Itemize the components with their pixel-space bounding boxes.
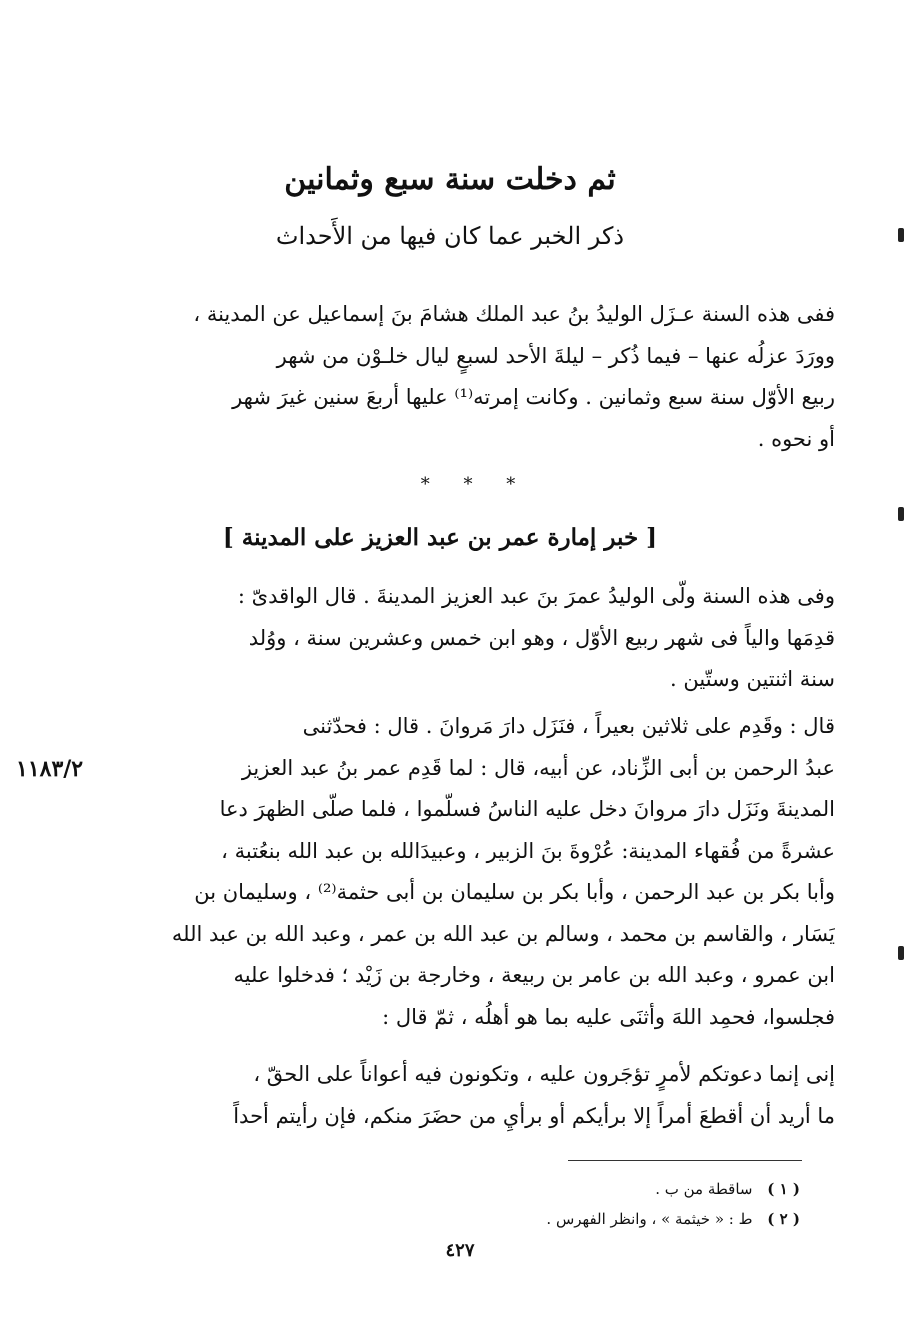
footnotes	[430, 1174, 800, 1234]
footnote-number: ( ٢ )	[767, 1210, 800, 1228]
text-line: فجلسوا، فحمِد اللهَ وأثنَى عليه بما هو أهلُه ، ثمّ قال :	[382, 1004, 835, 1029]
text-line: سنة اثنتين وستّين .	[670, 667, 835, 691]
text-line: أو نحوه .	[757, 426, 835, 451]
margin-mark	[898, 228, 904, 242]
section-heading: [ خبر إمارة عمر بن عبد العزيز على المدينة ]	[222, 524, 658, 551]
text-line: عشرةً من فُقهاء المدينة: عُرْوةَ بنَ الزبير ، وعبيدَالله بن عبد الله بنعُتبة ،	[221, 838, 835, 863]
section-paragraph-2	[120, 706, 835, 1038]
margin-mark	[898, 946, 904, 960]
margin-mark	[898, 507, 904, 521]
text-line: عبدُ الرحمن بن أبى الزِّناد، عن أبيه، قال : لما قَدِم عمر بنُ عبد العزيز	[241, 755, 835, 780]
section-paragraph-3	[120, 1054, 835, 1137]
section-separator: * * *	[420, 474, 530, 495]
intro-paragraph	[120, 294, 835, 460]
text-line: ما أريد أن أقطعَ أمراً إلا برأيكم أو برأيِ من حضَرَ منكم، فإن رأيتم أحداً	[233, 1103, 835, 1128]
chapter-subtitle: ذكر الخبر عما كان فيها من الأَحداث	[275, 222, 625, 250]
footnote-text: ط : « خيثمة » ، وانظر الفهرس .	[546, 1210, 753, 1228]
footnote-divider	[568, 1160, 802, 1161]
text-line: ربيع الأوّل سنة سبع وثمانين . وكانت إمرته⁽¹⁾ عليها أربعَ سنين غيرَ شهر	[232, 385, 835, 409]
text-line: قدِمَها والياً فى شهر ربيع الأوّل ، وهو ابن خمس وعشرين سنة ، ووُلد	[248, 625, 835, 650]
footnote	[430, 1174, 800, 1204]
margin-page-reference: ١١٨٣/٢	[16, 756, 84, 782]
footnote	[430, 1204, 800, 1234]
text-line: يَسَار ، والقاسم بن محمد ، وسالم بن عبد الله بن عمر ، وعبد الله بن عبد الله	[171, 921, 835, 946]
footnote-text: ساقطة من ب .	[655, 1180, 753, 1198]
text-line: وورَدَ عزلُه عنها – فيما ذُكر – ليلةَ الأحد لسبعٍ ليال خلـوْن من شهر	[276, 343, 835, 368]
text-line: إنى إنما دعوتكم لأمرٍ تؤجَرون عليه ، وتكونون فيه أعواناً على الحقّ ،	[253, 1062, 835, 1086]
section-paragraph-1	[120, 576, 835, 701]
text-line: قال : وقَدِم على ثلاثين بعيراً ، فنَزَل دارَ مَروانَ . قال : فحدّثنى	[302, 714, 835, 738]
chapter-title: ثم دخلت سنة سبع وثمانين	[284, 162, 616, 197]
text-line: وفى هذه السنة ولّى الوليدُ عمرَ بنَ عبد العزيز المدينةَ . قال الواقدىّ :	[237, 584, 835, 608]
text-line: المدينةَ ونَزَل دارَ مروانَ دخل عليه الناسُ فسلّموا ، فلما صلّى الظهرَ دعا	[219, 797, 835, 821]
text-line: وأبا بكر بن عبد الرحمن ، وأبا بكر بن سليمان بن أبى حثمة⁽²⁾ ، وسليمان بن	[194, 880, 835, 904]
text-line: ابن عمرو ، وعبد الله بن عامر بن ربيعة ، وخارجة بن زَيْد ؛ فدخلوا عليه	[233, 963, 835, 987]
footnote-number: ( ١ )	[767, 1180, 800, 1198]
page-number: ٤٢٧	[445, 1240, 475, 1261]
text-line: ففى هذه السنة عـزَل الوليدُ بنُ عبد الملك هشامَ بنَ إسماعيل عن المدينة ،	[193, 302, 835, 326]
